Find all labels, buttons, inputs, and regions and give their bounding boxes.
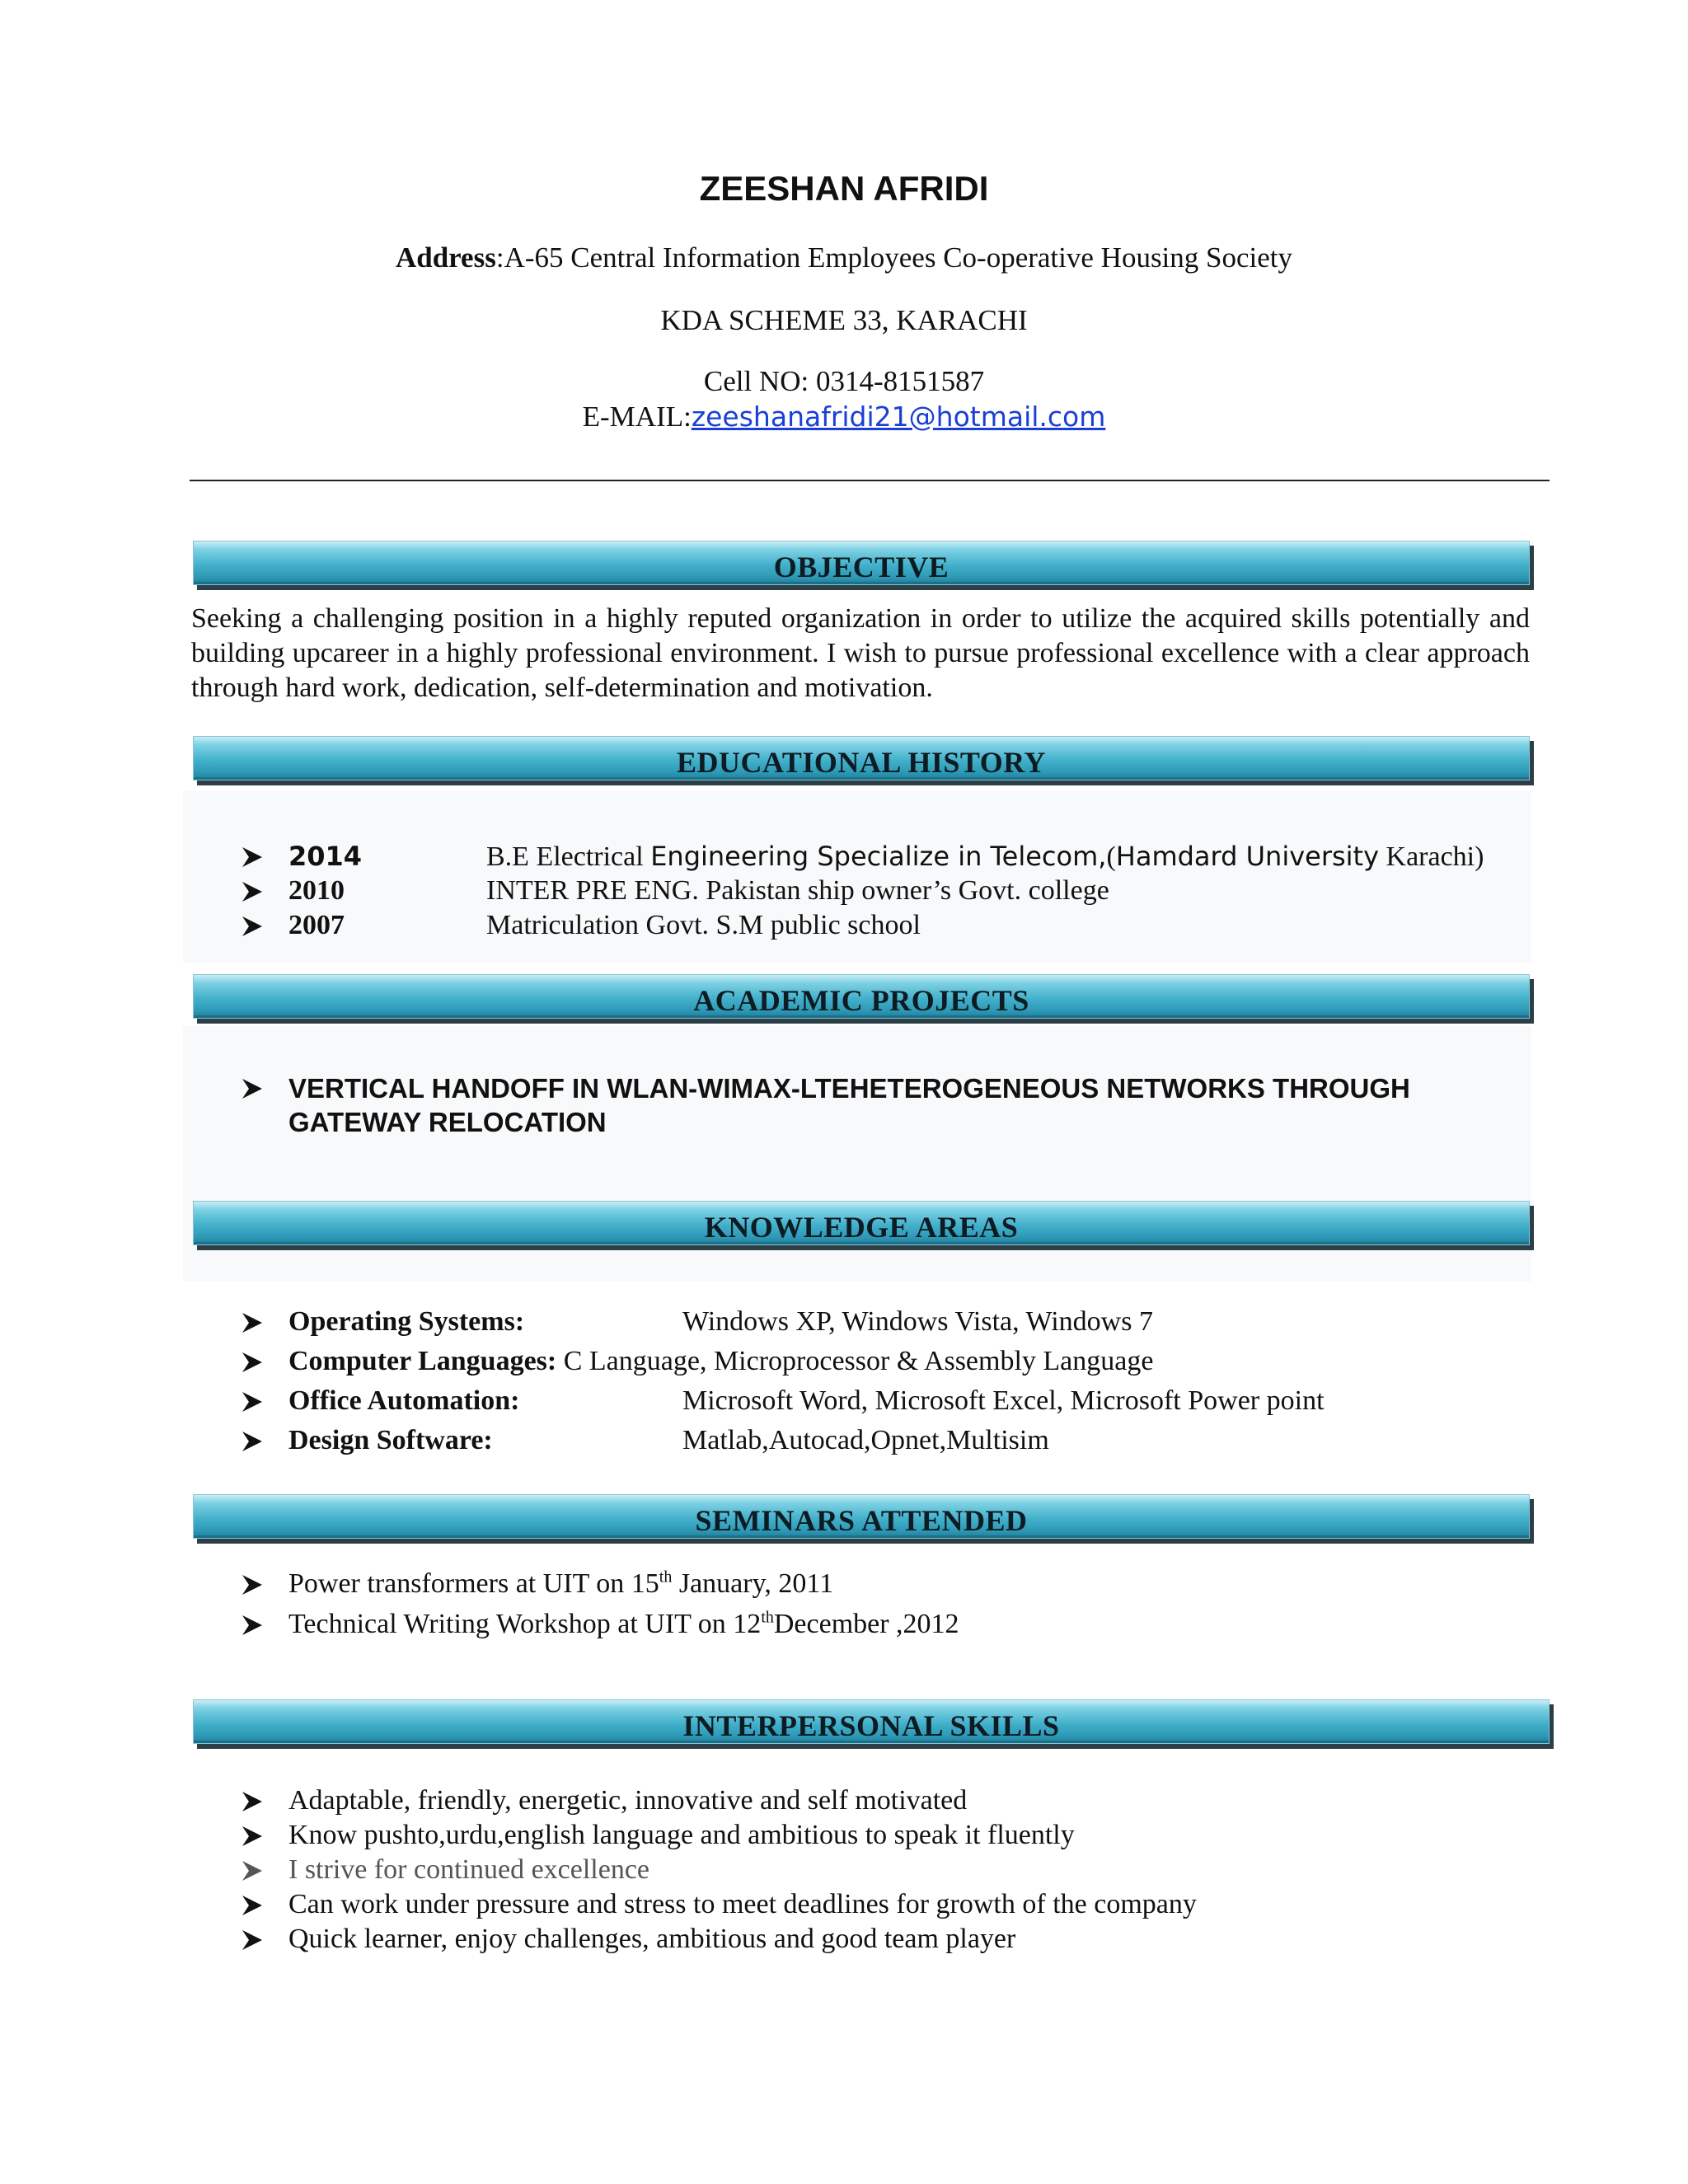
address-label: Address: [395, 241, 496, 274]
section-header-projects: [193, 974, 1530, 1019]
bullet-arrow-icon: [241, 1076, 264, 1104]
university-text: Hamdard University: [1115, 841, 1380, 872]
seminar-date: December ,2012: [773, 1609, 959, 1639]
education-year: 2010: [288, 875, 345, 906]
bullet-arrow-icon: [241, 1350, 264, 1378]
knowledge-label: Design Software:: [288, 1425, 493, 1455]
bullet-arrow-icon: [241, 1893, 264, 1921]
section-header-seminars: [193, 1494, 1530, 1539]
candidate-name: ZEESHAN AFRIDI: [699, 169, 989, 208]
section-title: SEMINARS ATTENDED: [695, 1504, 1028, 1537]
address-line-1: [0, 241, 1688, 274]
knowledge-value: Matlab,Autocad,Opnet,Multisim: [682, 1425, 1049, 1455]
education-year: 2014: [288, 841, 363, 872]
knowledge-value: Microsoft Word, Microsoft Excel, Microsoft Power point: [682, 1385, 1325, 1416]
cell-number: Cell NO: 0314-8151587: [703, 365, 985, 397]
email-line: [0, 401, 1688, 434]
degree-text: B.E Electrical: [486, 841, 651, 872]
skill-item: I strive for continued excellence: [288, 1854, 650, 1885]
email-link[interactable]: zeeshanafridi21@hotmail.com: [691, 401, 1106, 433]
skill-item: Quick learner, enjoy challenges, ambitious and good team player: [288, 1924, 1016, 1954]
knowledge-value: Windows XP, Windows Vista, Windows 7: [682, 1306, 1153, 1337]
city-text: Karachi): [1379, 841, 1484, 872]
paren-text: (: [1106, 841, 1116, 872]
bullet-arrow-icon: [241, 1858, 264, 1886]
project-title: VERTICAL HANDOFF IN WLAN-WIMAX-LTEHETEROGENEOUS NETWORKS THROUGH GATEWAY RELOCATION: [288, 1073, 1410, 1137]
skill-item: Can work under pressure and stress to meet deadlines for growth of the company: [288, 1889, 1197, 1919]
seminar-text: Power transformers at UIT on 15: [288, 1568, 659, 1599]
section-title: KNOWLEDGE AREAS: [704, 1211, 1019, 1244]
bullet-arrow-icon: [241, 1390, 264, 1418]
address-text: :A-65 Central Information Employees Co-operative Housing Society: [495, 241, 1293, 274]
bullet-arrow-icon: [241, 1928, 264, 1956]
bullet-arrow-icon: [241, 1572, 264, 1601]
knowledge-row: [288, 1346, 1153, 1377]
skill-item: Know pushto,urdu,english language and ambitious to speak it fluently: [288, 1820, 1075, 1850]
objective-text: Seeking a challenging position in a highly reputed organization in order to utilize the acquired skills potentially and building upcareer in a highly professional environment. I wish to pursue professional excellence with a clear approach through hard work, dedication, self-determination and motivation.: [191, 603, 1530, 703]
ordinal-suffix: th: [761, 1608, 774, 1627]
section-header-interpersonal: [193, 1699, 1550, 1744]
education-year: 2007: [288, 910, 345, 940]
email-label: E-MAIL:: [582, 401, 692, 433]
knowledge-label: Computer Languages:: [288, 1346, 557, 1376]
section-title: ACADEMIC PROJECTS: [693, 984, 1029, 1017]
education-detail: Matriculation Govt. S.M public school: [486, 910, 921, 940]
bullet-arrow-icon: [241, 1613, 264, 1641]
knowledge-label: Office Automation:: [288, 1385, 520, 1416]
seminar-date: January, 2011: [672, 1568, 834, 1599]
bullet-arrow-icon: [241, 845, 264, 873]
section-header-objective: [193, 541, 1530, 585]
knowledge-value: C Language, Microprocessor & Assembly Language: [563, 1346, 1154, 1376]
education-detail: [486, 841, 1484, 873]
section-title: EDUCATIONAL HISTORY: [676, 746, 1046, 779]
bullet-arrow-icon: [241, 1824, 264, 1852]
ordinal-suffix: th: [659, 1568, 673, 1586]
section-header-knowledge: [193, 1201, 1530, 1245]
seminar-item: [288, 1609, 959, 1640]
knowledge-label: Operating Systems:: [288, 1306, 525, 1337]
section-header-education: [193, 736, 1530, 780]
header-divider: [190, 480, 1550, 481]
seminar-text: Technical Writing Workshop at UIT on 12: [288, 1609, 762, 1639]
education-detail: INTER PRE ENG. Pakistan ship owner’s Govt. college: [486, 875, 1109, 906]
address-line-2: KDA SCHEME 33, KARACHI: [660, 304, 1028, 336]
bullet-arrow-icon: [241, 1310, 264, 1338]
bullet-arrow-icon: [241, 914, 264, 942]
skill-item: Adaptable, friendly, energetic, innovative and self motivated: [288, 1785, 968, 1816]
bullet-arrow-icon: [241, 1429, 264, 1457]
bullet-arrow-icon: [241, 1789, 264, 1817]
section-title: OBJECTIVE: [773, 551, 950, 583]
section-title: INTERPERSONAL SKILLS: [682, 1709, 1060, 1742]
specialization-text: Engineering Specialize in Telecom,: [650, 841, 1107, 872]
seminar-item: [288, 1568, 833, 1600]
bullet-arrow-icon: [241, 879, 264, 907]
education-row: [288, 841, 362, 873]
